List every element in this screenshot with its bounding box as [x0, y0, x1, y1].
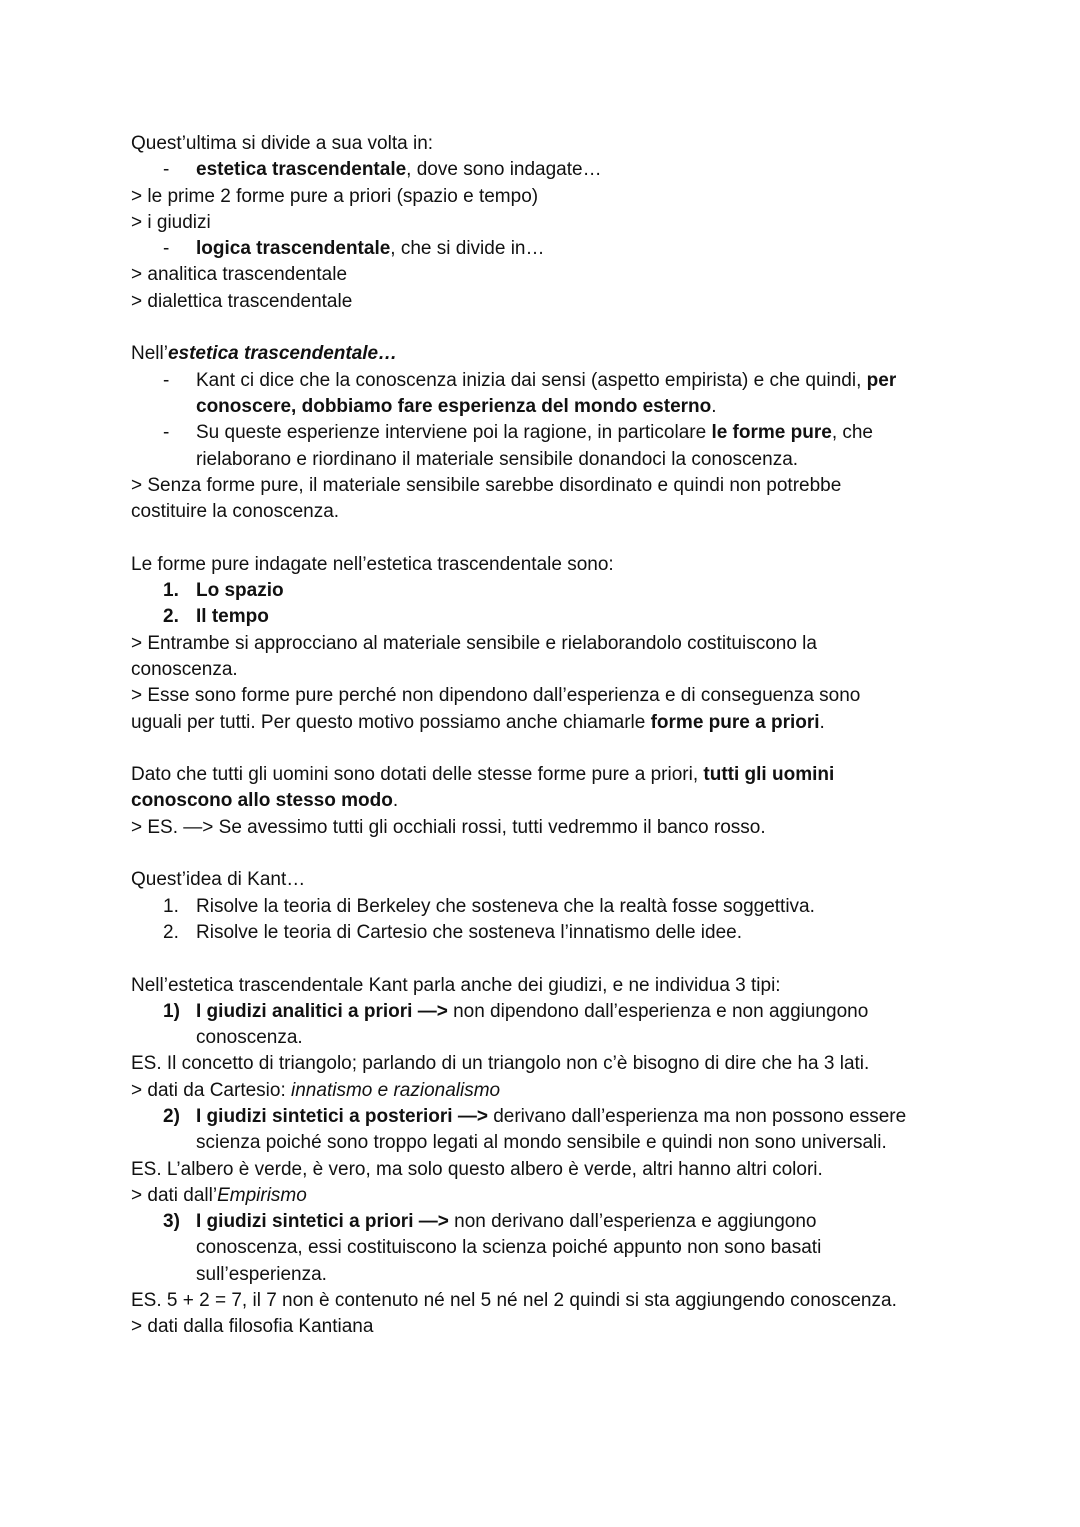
bold-text: conoscere, dobbiamo fare esperienza del mondo esterno — [196, 395, 712, 417]
item-continuation: conoscenza, essi costituiscono la scienza poiché appunto non sono basati — [196, 1237, 822, 1259]
item-text: Il tempo — [196, 606, 269, 628]
document-page — [131, 131, 961, 1341]
text: uguali per tutti. Per questo motivo possiamo anche chiamarle — [131, 711, 651, 733]
bullet-ragione — [131, 420, 961, 446]
dati-line — [131, 1078, 961, 1104]
bold-text: le forme pure — [711, 422, 832, 444]
giudizio-item — [131, 999, 961, 1025]
dash-marker: - — [163, 159, 170, 181]
italic-text: Empirismo — [217, 1184, 307, 1206]
text: Su queste esperienze interviene poi la ragione, in particolare — [196, 422, 712, 444]
spacer — [131, 315, 961, 341]
giudizi-intro: Nell’estetica trascendentale Kant parla anche dei giudizi, e ne individua 3 tipi: — [131, 974, 781, 996]
paragraph-line — [131, 762, 961, 788]
italic-text: innatismo e razionalismo — [291, 1079, 501, 1101]
note-line: > Senza forme pure, il materiale sensibile sarebbe disordinato e quindi non potrebbe — [131, 474, 842, 496]
example-line: ES. 5 + 2 = 7, il 7 non è contenuto né nel 5 né nel 2 quindi si sta aggiungendo conoscenza. — [131, 1290, 897, 1312]
example-line: > ES. —> Se avessimo tutti gli occhiali rossi, tutti vedremmo il banco rosso. — [131, 816, 766, 838]
text: , che — [831, 422, 874, 444]
text: non dipendono dall’esperienza e non aggiungono — [447, 1000, 869, 1022]
spacer — [131, 841, 961, 867]
text: derivano dall’esperienza ma non possono essere — [487, 1105, 907, 1127]
dati-line: > dati dalla filosofia Kantiana — [131, 1316, 374, 1338]
item-text: Lo spazio — [196, 580, 284, 602]
bullet-continuation — [131, 394, 961, 420]
giudizio-item — [131, 1209, 961, 1235]
bold-text: tutti gli uomini — [703, 764, 835, 786]
note-line: costituire la conoscenza. — [131, 501, 340, 523]
bullet-continuation: rielaborano e riordinano il materiale sensibile donandoci la conoscenza. — [196, 448, 799, 470]
item-continuation: scienza poiché sono troppo legati al mondo sensibile e quindi non sono universali. — [196, 1132, 887, 1154]
spacer — [131, 946, 961, 972]
note-line: conoscenza. — [131, 658, 238, 680]
bold-text: forme pure a priori — [650, 711, 820, 733]
dash-marker: - — [163, 369, 170, 391]
text: . — [392, 790, 399, 812]
note-line: > Entrambe si approcciano al materiale sensibile e rielaborandolo costituiscono la — [131, 632, 817, 654]
number-marker: 2. — [163, 921, 179, 943]
sub-item: > dialettica trascendentale — [131, 290, 353, 312]
bold-text: conoscono allo stesso modo — [131, 790, 393, 812]
bold-text: I giudizi sintetici a posteriori —> — [196, 1105, 488, 1127]
text: . — [819, 711, 825, 733]
numbered-item — [131, 894, 961, 920]
example-line: ES. Il concetto di triangolo; parlando di un triangolo non c’è bisogno di dire che ha 3 lati. — [131, 1053, 870, 1075]
bold-text: logica trascendentale — [196, 238, 391, 260]
forme-intro: Le forme pure indagate nell’estetica trascendentale sono: — [131, 553, 614, 575]
bullet-estetica — [131, 157, 961, 183]
bullet-sensi — [131, 368, 961, 394]
example-line: ES. L’albero è verde, è vero, ma solo questo albero è verde, altri hanno altri colori. — [131, 1158, 823, 1180]
number-marker: 2. — [163, 606, 179, 628]
text: , che si divide in… — [390, 238, 545, 260]
paragraph-line — [131, 788, 961, 814]
sub-item: > le prime 2 forme pure a priori (spazio e tempo) — [131, 185, 539, 207]
item-text: Risolve la teoria di Berkeley che sosteneva che la realtà fosse soggettiva. — [196, 895, 815, 917]
numbered-item — [131, 604, 961, 630]
text: , dove sono indagate… — [406, 159, 602, 181]
sub-item: > analitica trascendentale — [131, 264, 348, 286]
dash-marker: - — [163, 238, 170, 260]
dash-marker: - — [163, 422, 170, 444]
item-text: Risolve le teoria di Cartesio che sosteneva l’innatismo delle idee. — [196, 921, 743, 943]
numbered-item — [131, 920, 961, 946]
section-heading — [131, 341, 961, 367]
text: > dati dall’ — [131, 1184, 218, 1206]
number-marker: 3) — [163, 1211, 180, 1233]
bullet-logica — [131, 236, 961, 262]
number-marker: 1. — [163, 580, 179, 602]
text: Kant ci dice che la conoscenza inizia dai sensi (aspetto empirista) e che quindi, — [196, 369, 867, 391]
spacer — [131, 525, 961, 551]
note-line: > Esse sono forme pure perché non dipendono dall’esperienza e di conseguenza sono — [131, 685, 861, 707]
bold-italic-text: estetica trascendentale… — [167, 343, 398, 365]
text: non derivano dall’esperienza e aggiungono — [448, 1211, 817, 1233]
sub-item: > i giudizi — [131, 211, 211, 233]
text: . — [711, 395, 717, 417]
spacer — [131, 736, 961, 762]
numbered-item — [131, 578, 961, 604]
bold-text: I giudizi sintetici a priori —> — [196, 1211, 449, 1233]
item-continuation: conoscenza. — [196, 1027, 303, 1049]
intro-line: Quest’ultima si divide a sua volta in: — [131, 133, 434, 154]
text: > dati da Cartesio: — [131, 1079, 292, 1101]
number-marker: 1) — [163, 1000, 180, 1022]
text: Nell’ — [131, 343, 168, 365]
giudizio-item — [131, 1104, 961, 1130]
idea-intro: Quest’idea di Kant… — [131, 869, 306, 891]
note-line — [131, 710, 961, 736]
item-continuation: sull’esperienza. — [196, 1263, 327, 1285]
dati-line — [131, 1183, 961, 1209]
text: Dato che tutti gli uomini sono dotati delle stesse forme pure a priori, — [131, 764, 704, 786]
bold-text: per — [866, 369, 897, 391]
bold-text: estetica trascendentale — [196, 159, 407, 181]
number-marker: 1. — [163, 895, 179, 917]
number-marker: 2) — [163, 1105, 180, 1127]
bold-text: I giudizi analitici a priori —> — [196, 1000, 448, 1022]
